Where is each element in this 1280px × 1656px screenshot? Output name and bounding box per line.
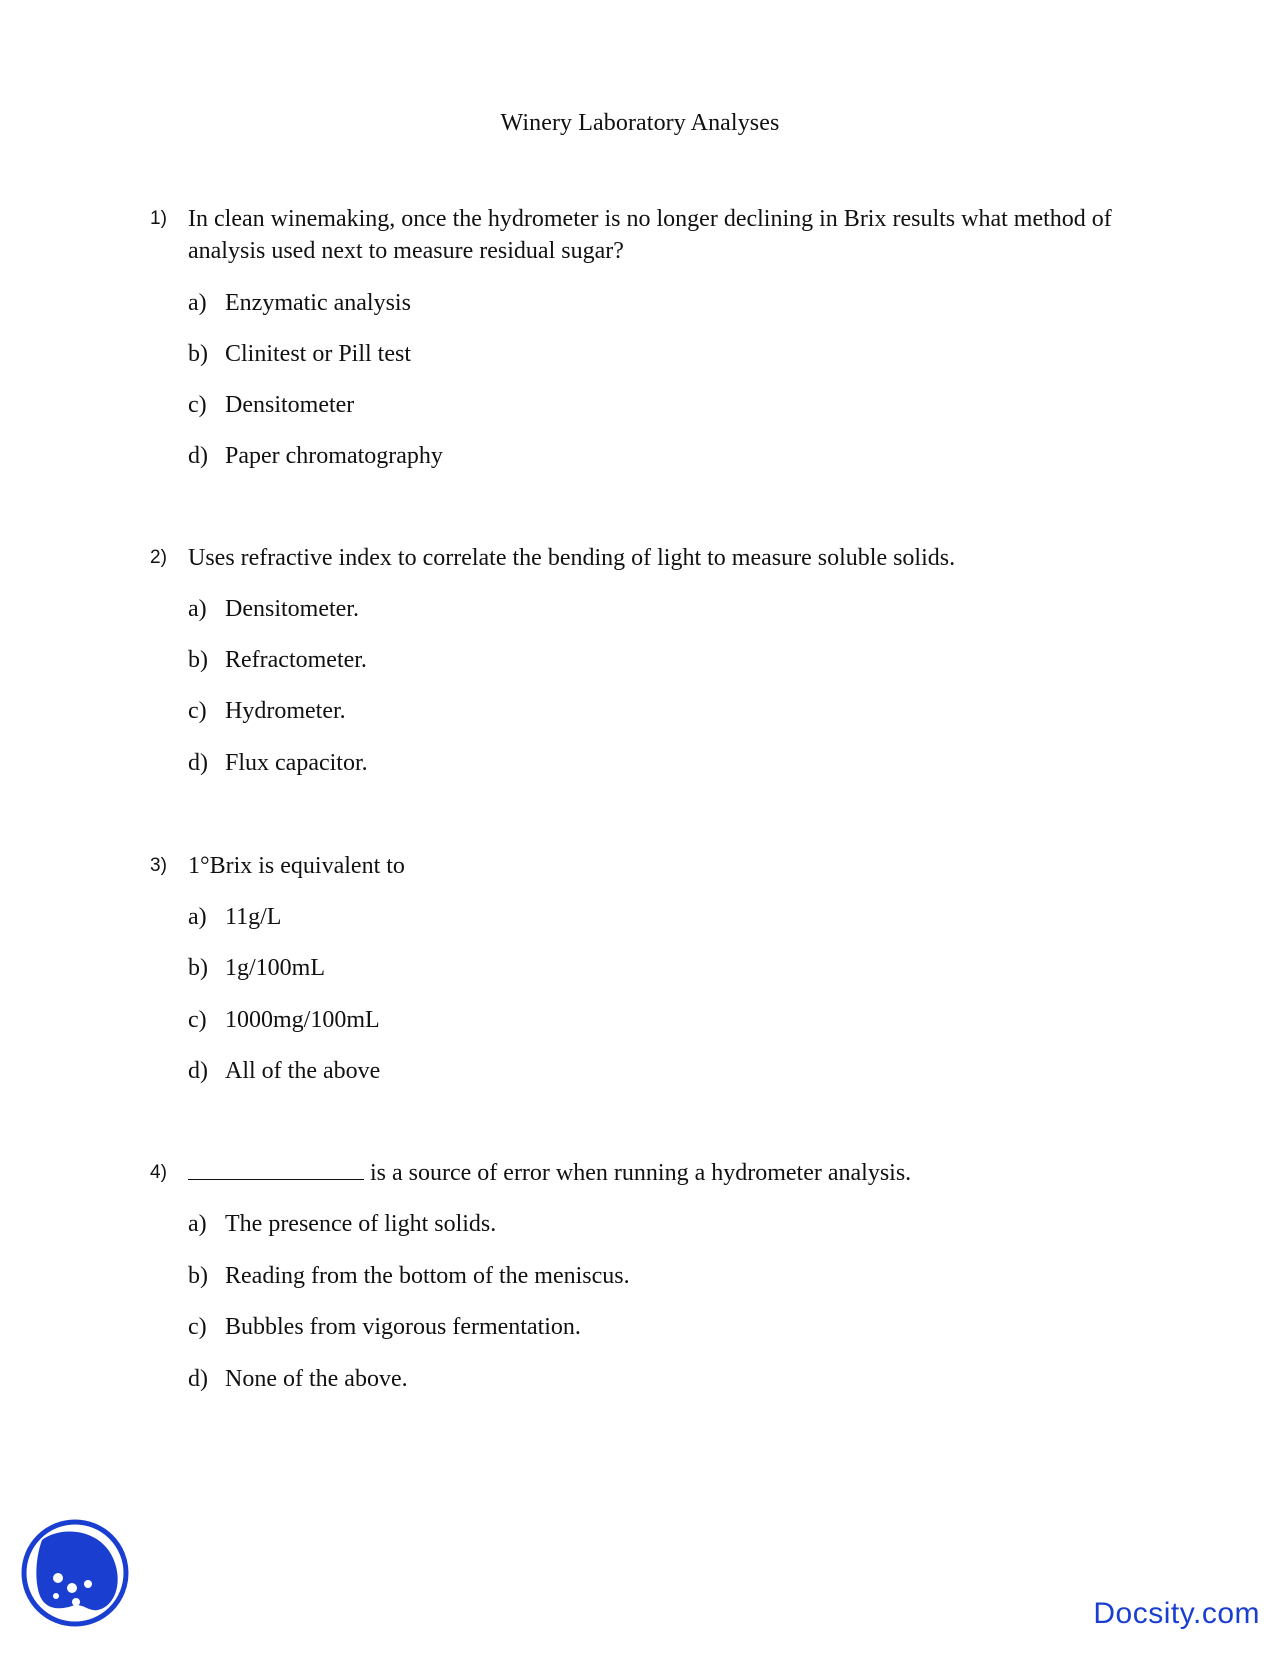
option-d: d) Paper chromatography [188, 443, 443, 469]
option-d: d) None of the above. [188, 1366, 408, 1392]
document-title: Winery Laboratory Analyses [500, 110, 780, 136]
docsity-brand-link[interactable]: Docsity.com [1093, 1597, 1260, 1630]
question-number: 1) [150, 208, 167, 229]
question-number: 2) [150, 547, 167, 568]
option-a: a) 11g/L [188, 904, 282, 930]
question-text: Uses refractive index to correlate the bending of light to measure soluble solids. [188, 545, 956, 571]
option-c: c) Hydrometer. [188, 698, 346, 724]
question-text: In clean winemaking, once the hydrometer is no longer declining in Brix results what method of analysis used next to measure residual sugar? [188, 206, 1112, 264]
option-d: d) All of the above [188, 1058, 381, 1084]
question-text-with-blank: is a source of error when running a hydrometer analysis. [188, 1157, 1128, 1189]
question-number: 3) [150, 855, 167, 876]
option-b: b) 1g/100mL [188, 955, 325, 981]
option-a: a) The presence of light solids. [188, 1211, 497, 1237]
option-a: a) Densitometer. [188, 596, 359, 622]
option-b: b) Refractometer. [188, 647, 367, 673]
option-c: c) Bubbles from vigorous fermentation. [188, 1314, 581, 1340]
option-b: b) Clinitest or Pill test [188, 341, 412, 367]
option-c: c) Densitometer [188, 392, 355, 418]
option-a: a) Enzymatic analysis [188, 290, 411, 316]
question-number: 4) [150, 1162, 167, 1183]
docsity-logo-icon [20, 1518, 130, 1628]
option-b: b) Reading from the bottom of the meniscus. [188, 1263, 630, 1289]
question-text: 1°Brix is equivalent to [188, 853, 405, 879]
option-c: c) 1000mg/100mL [188, 1007, 380, 1033]
answer-blank [188, 1157, 364, 1180]
option-d: d) Flux capacitor. [188, 750, 368, 776]
